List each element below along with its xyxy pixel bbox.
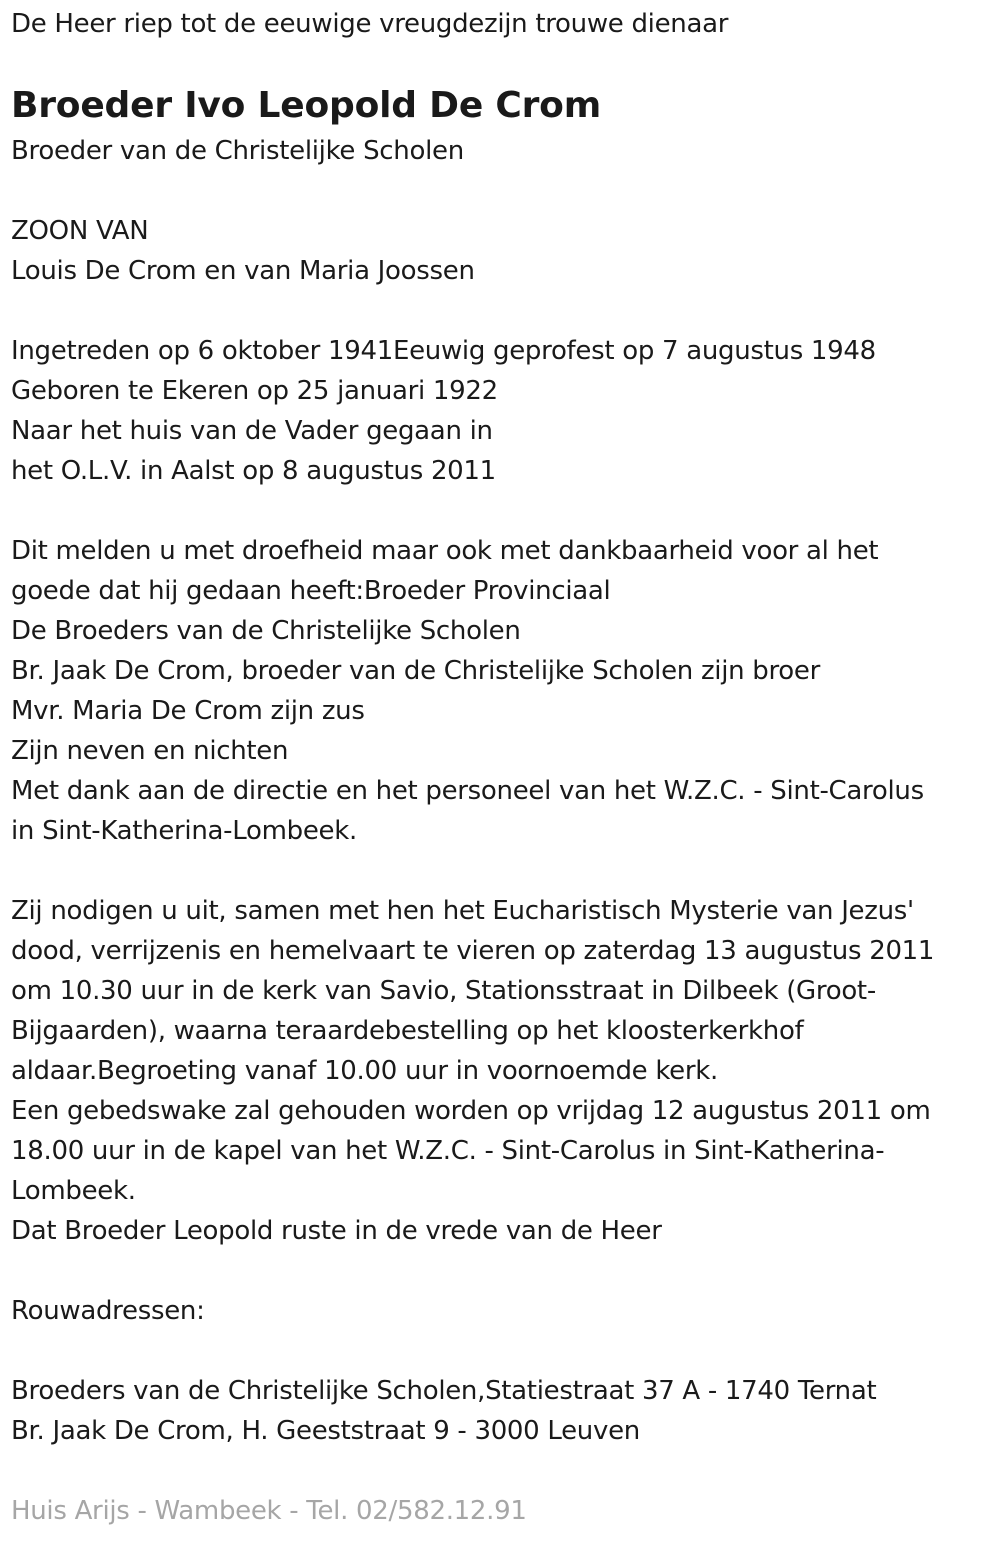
funeral-home-footer: Huis Arijs - Wambeek - Tel. 02/582.12.91 <box>11 1496 527 1526</box>
announcement-line: in Sint-Katherina-Lombeek. <box>11 816 357 846</box>
service-line: om 10.30 uur in de kerk van Savio, Stationsstraat in Dilbeek (Groot- <box>11 976 876 1006</box>
service-block <box>11 891 986 1251</box>
announcement-line: Dit melden u met droefheid maar ook met dankbaarheid voor al het <box>11 536 879 566</box>
announcement-block <box>11 531 986 851</box>
announcement-line: Zijn neven en nichten <box>11 736 289 766</box>
service-line: dood, verrijzenis en hemelvaart te vieren op zaterdag 13 augustus 2011 <box>11 936 935 966</box>
deceased-name: Broeder Ivo Leopold De Crom <box>11 85 602 126</box>
life-line: Naar het huis van de Vader gegaan in <box>11 416 493 446</box>
religious-order: Broeder van de Christelijke Scholen <box>11 136 464 166</box>
spacer <box>11 851 986 891</box>
announcement-line: Br. Jaak De Crom, broeder van de Christelijke Scholen zijn broer <box>11 656 820 686</box>
intro-text: De Heer riep tot de eeuwige vreugdezijn trouwe dienaar <box>11 9 729 39</box>
addresses-block <box>11 1371 986 1451</box>
service-line: aldaar.Begroeting vanaf 10.00 uur in voornoemde kerk. <box>11 1056 718 1086</box>
announcement-line: Met dank aan de directie en het personeel van het W.Z.C. - Sint-Carolus <box>11 776 924 806</box>
spacer <box>11 1251 986 1291</box>
addresses-label: Rouwadressen: <box>11 1296 205 1326</box>
spacer <box>11 291 986 331</box>
parents-names: Louis De Crom en van Maria Joossen <box>11 256 475 286</box>
service-line: 18.00 uur in de kapel van het W.Z.C. - Sint-Carolus in Sint-Katherina- <box>11 1136 885 1166</box>
service-line: Zij nodigen u uit, samen met hen het Eucharistisch Mysterie van Jezus' <box>11 896 914 926</box>
address-line: Br. Jaak De Crom, H. Geeststraat 9 - 3000 Leuven <box>11 1416 640 1446</box>
spacer <box>11 1451 986 1491</box>
service-line: Dat Broeder Leopold ruste in de vrede van de Heer <box>11 1216 662 1246</box>
announcement-line: goede dat hij gedaan heeft:Broeder Provinciaal <box>11 576 611 606</box>
service-line: Bijgaarden), waarna teraardebestelling op het kloosterkerkhof <box>11 1016 804 1046</box>
announcement-line: Mvr. Maria De Crom zijn zus <box>11 696 365 726</box>
service-line: Lombeek. <box>11 1176 136 1206</box>
spacer <box>11 491 986 531</box>
parents-label: ZOON VAN <box>11 216 149 246</box>
life-line: Ingetreden op 6 oktober 1941Eeuwig geprofest op 7 augustus 1948 <box>11 336 876 366</box>
obituary-page <box>11 4 986 1531</box>
life-details <box>11 331 986 491</box>
life-line: Geboren te Ekeren op 25 januari 1922 <box>11 376 498 406</box>
life-line: het O.L.V. in Aalst op 8 augustus 2011 <box>11 456 496 486</box>
announcement-line: De Broeders van de Christelijke Scholen <box>11 616 521 646</box>
spacer <box>11 1331 986 1371</box>
spacer <box>11 171 986 211</box>
address-line: Broeders van de Christelijke Scholen,Statiestraat 37 A - 1740 Ternat <box>11 1376 877 1406</box>
service-line: Een gebedswake zal gehouden worden op vrijdag 12 augustus 2011 om <box>11 1096 931 1126</box>
